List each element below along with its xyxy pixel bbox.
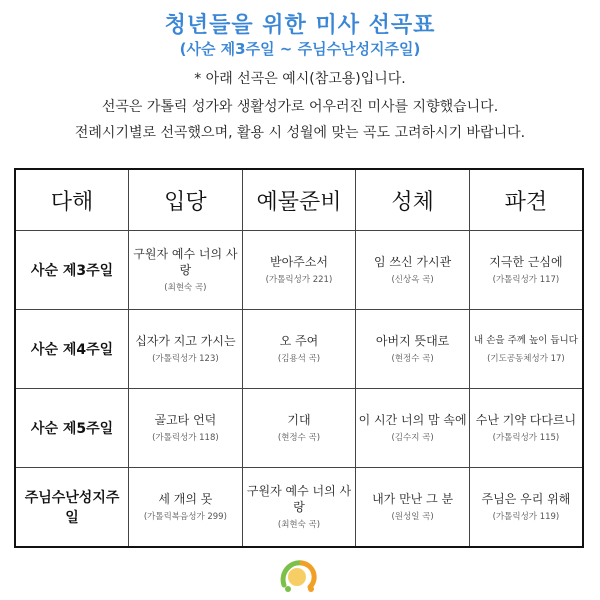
song-source: (현정수 곡) xyxy=(277,433,321,443)
table-header-row xyxy=(15,169,583,231)
song-source: (가톨릭성가 123) xyxy=(152,354,219,364)
song-title: 구원자 예수 너의 사랑 xyxy=(133,247,238,277)
week-label: 사순 제3주일 xyxy=(15,231,129,310)
song-title: 십자가 지고 가시는 xyxy=(135,334,236,348)
song-source: (가톨릭성가 221) xyxy=(265,275,333,285)
song-cell xyxy=(469,389,583,468)
song-source: (현정수 곡) xyxy=(391,354,434,364)
song-title: 이 시간 너의 맘 속에 xyxy=(358,413,467,427)
song-title: 아버지 뜻대로 xyxy=(375,334,450,348)
song-title: 오 주여 xyxy=(279,334,319,348)
song-source: (기도공동체성가 17) xyxy=(487,354,565,364)
song-source: (가톨릭성가 115) xyxy=(492,433,560,443)
song-cell xyxy=(356,468,470,548)
table-row xyxy=(15,389,583,468)
song-source: (최현숙 곡) xyxy=(164,283,207,293)
header-cycle: 다해 xyxy=(15,169,129,231)
song-cell xyxy=(129,310,243,389)
song-cell xyxy=(356,310,470,389)
song-cell xyxy=(356,231,470,310)
song-cell xyxy=(242,389,356,468)
song-title: 주님은 우리 위해 xyxy=(481,492,571,506)
week-label: 사순 제4주일 xyxy=(15,310,129,389)
song-title: 구원자 예수 너의 사랑 xyxy=(246,484,352,514)
page-subtitle: (사순 제3주일 ~ 주님수난성지주일) xyxy=(179,40,421,58)
youth-ministry-logo-icon xyxy=(276,555,322,595)
song-cell xyxy=(129,468,243,548)
header-offertory: 예물준비 xyxy=(242,169,356,231)
song-source: (최현숙 곡) xyxy=(277,520,321,530)
song-title: 기대 xyxy=(287,413,311,427)
song-cell xyxy=(242,310,356,389)
table-row xyxy=(15,468,583,548)
table-row xyxy=(15,231,583,310)
header-entrance: 입당 xyxy=(129,169,243,231)
song-cell xyxy=(469,468,583,548)
song-cell xyxy=(129,231,243,310)
table-row xyxy=(15,310,583,389)
song-title: 내가 만난 그 분 xyxy=(372,492,454,506)
song-title: 수난 기약 다다르니 xyxy=(475,413,577,427)
song-cell xyxy=(242,231,356,310)
song-source: (김용석 곡) xyxy=(277,354,321,364)
song-selection-table xyxy=(14,168,584,548)
song-title: 받아주소서 xyxy=(270,255,328,269)
song-title: 임 쓰신 가시관 xyxy=(373,255,452,269)
page-title: 청년들을 위한 미사 선곡표 xyxy=(164,13,436,38)
week-label: 주님수난성지주일 xyxy=(15,468,129,548)
week-label: 사순 제5주일 xyxy=(15,389,129,468)
song-cell xyxy=(469,231,583,310)
song-cell xyxy=(242,468,356,548)
song-source: (신상옥 곡) xyxy=(391,275,434,285)
song-cell xyxy=(469,310,583,389)
song-source: (김수지 곡) xyxy=(391,433,434,443)
song-source: (원성일 곡) xyxy=(391,512,434,522)
song-source: (가톨릭성가 118) xyxy=(152,433,219,443)
song-title: 지극한 근심에 xyxy=(489,255,563,269)
intro-note: * 아래 선곡은 예시(참고용)입니다. xyxy=(194,71,406,87)
song-source: (가톨릭복음성가 299) xyxy=(143,512,227,522)
song-title: 골고타 언덕 xyxy=(154,413,217,427)
song-cell xyxy=(356,389,470,468)
intro-line: 선곡은 가톨릭 성가와 생활성가로 어우러진 미사를 지향했습니다. xyxy=(101,99,499,115)
song-title: 세 개의 못 xyxy=(158,492,213,506)
song-cell xyxy=(129,389,243,468)
song-title: 내 손을 주께 높이 듭니다 xyxy=(474,335,578,346)
song-source: (가톨릭성가 117) xyxy=(492,275,560,285)
intro-line: 전례시기별로 선곡했으며, 활용 시 성월에 맞는 곡도 고려하시기 바랍니다. xyxy=(74,125,526,141)
song-source: (가톨릭성가 119) xyxy=(492,512,560,522)
header-communion: 성체 xyxy=(356,169,470,231)
header-recessional: 파견 xyxy=(469,169,583,231)
